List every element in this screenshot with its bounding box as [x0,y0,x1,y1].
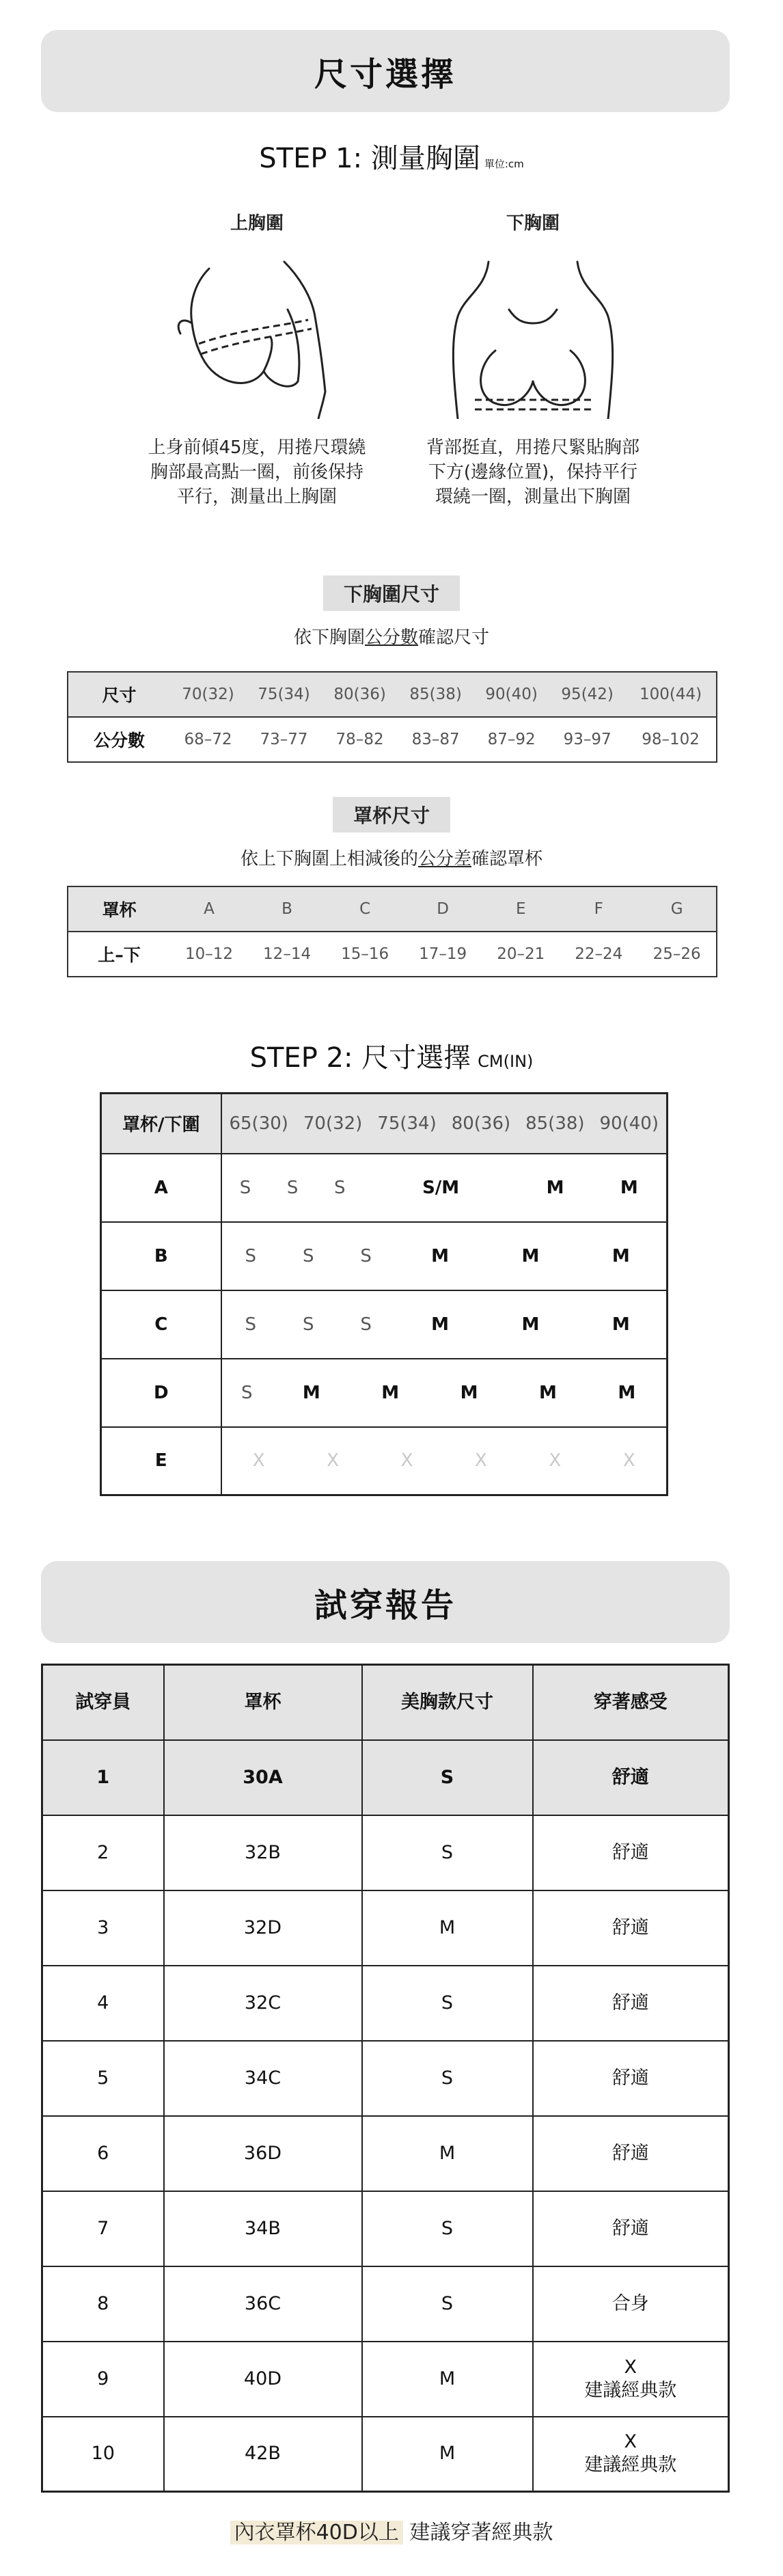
step1-unit: 單位:cm [484,158,524,170]
lower-bust-illustration [437,255,629,419]
report-cell: 5 [42,2041,164,2116]
report-cell: 32C [164,1966,362,2041]
report-row [42,1740,729,1815]
underbust-sub-pre: 依下胸圍 [293,627,365,648]
table-cell: 尺寸 [68,672,170,717]
report-cell: 1 [42,1740,164,1815]
table-cell: 75(34) [246,672,322,717]
table-cell: 公分數 [93,731,145,750]
size-cell: M [431,1314,450,1335]
cup-sub-post: 確認罩杯 [471,849,543,869]
step2-title [0,1036,783,1075]
cup-label: E [101,1427,221,1495]
underbust-table [67,671,717,763]
upper-bust-desc [120,435,394,509]
report-cell: S [362,2266,533,2342]
cup-label: B [101,1222,221,1290]
size-cell: M [612,1314,630,1335]
size-cell: S [245,1245,256,1266]
size-grid-row-d [101,1359,668,1427]
report-cell: 3 [42,1890,164,1966]
band-label: 85(38) [525,1113,585,1134]
size-cell: S [302,1314,314,1335]
table-cell: 20–21 [497,945,545,963]
report-cell: M [362,2417,533,2492]
report-row [42,2266,729,2342]
report-row [42,2116,729,2191]
report-row [42,2342,729,2417]
size-cell: S [286,1177,299,1198]
report-body [42,1740,729,2492]
table-cell: 100(44) [625,672,717,717]
report-cell: 40D [164,2342,362,2417]
size-cell: X [327,1450,340,1472]
size-cell: M [620,1177,638,1198]
size-cell: S [239,1177,251,1198]
size-cell: M [521,1314,540,1335]
table-cell: 95(42) [549,672,625,717]
footnote-highlight: 內衣罩杯40D以上 [230,2521,403,2545]
report-row [42,2191,729,2266]
table-cell: 罩杯 [68,886,170,932]
cup-tag [0,797,783,832]
report-cell: 2 [42,1815,164,1890]
report-cell: 4 [42,1966,164,2041]
report-cell: 36D [164,2116,362,2191]
underbust-value-row [68,717,717,762]
cup-sub-underlined: 公分差 [417,849,471,869]
report-header-cell: 穿著感受 [533,1665,729,1740]
table-cell: 90(40) [473,672,549,717]
size-grid-row-e [101,1427,668,1495]
report-cell: 6 [42,2116,164,2191]
table-cell: 87–92 [487,731,536,748]
size-cell: M [546,1177,564,1198]
cup-label: A [101,1154,221,1222]
size-cell: S [302,1245,314,1266]
table-cell: 85(38) [398,672,473,717]
report-cell: 10 [42,2417,164,2492]
band-label: 70(32) [303,1113,363,1134]
report-cell: 舒適 [533,2041,729,2116]
upper-bust-title: 上胸圍 [230,213,284,234]
table-cell: 25–26 [652,945,701,963]
table-cell: 93–97 [563,731,612,748]
table-cell: 83–87 [411,731,460,748]
size-grid-row-a [101,1154,668,1222]
size-grid-header [101,1094,668,1154]
report-row [42,2041,729,2116]
table-cell: 80(36) [322,672,398,717]
table-cell: E [482,886,560,932]
footnote [0,2515,783,2545]
size-cell: S [245,1314,256,1335]
report-cell: 32B [164,1815,362,1890]
size-cell: M [302,1382,320,1403]
underbust-header-row [68,672,717,717]
lower-bust-desc [396,435,670,509]
step2-heading: STEP 2: 尺寸選擇 [249,1042,471,1074]
report-cell: 舒適 [533,2191,729,2266]
band-label: 80(36) [451,1113,511,1134]
size-cell: M [538,1382,557,1403]
table-cell: 68–72 [184,731,232,748]
table-cell: 上–下 [98,945,141,965]
size-cell: M [431,1245,450,1266]
report-header-cell: 罩杯 [164,1665,362,1740]
report-cell: 32D [164,1890,362,1966]
table-cell: C [326,886,404,932]
table-cell: A [170,886,248,932]
report-cell: M [362,2342,533,2417]
table-cell: 78–82 [335,731,384,748]
cup-subline [0,845,783,870]
size-cell: S [334,1177,346,1198]
band-label: 75(34) [377,1113,437,1134]
upper-bust-illustration [161,255,353,419]
report-cell: M [362,1890,533,1966]
report-cell: 36C [164,2266,362,2342]
table-cell: B [248,886,326,932]
underbust-tag [0,575,783,611]
report-cell: 舒適 [533,1890,729,1966]
size-grid-row-c [101,1290,668,1359]
report-row [42,1815,729,1890]
report-cell: 34B [164,2191,362,2266]
fitting-report-table [41,1664,730,2493]
report-row [42,1890,729,1966]
step2-unit: CM(IN) [478,1052,534,1071]
size-cell: S [360,1314,372,1335]
size-cell: X [252,1450,265,1472]
report-cell: M [362,2116,533,2191]
size-cell: S [241,1382,253,1403]
table-cell: 70(32) [170,672,246,717]
lower-bust-block [396,209,670,509]
report-cell: 7 [42,2191,164,2266]
table-cell: D [404,886,482,932]
cup-label: C [101,1290,221,1359]
report-cell: 8 [42,2266,164,2342]
report-cell: S [362,1740,533,1815]
band-label: 90(40) [599,1113,659,1134]
band-label: 65(30) [229,1113,288,1134]
report-cell: S [362,2191,533,2266]
size-cell: M [618,1382,636,1403]
report-cell: X 建議經典款 [533,2342,729,2417]
size-cell: M [460,1382,478,1403]
size-cell: X [475,1450,487,1472]
size-cell: X [400,1450,413,1472]
report-cell: S [362,1815,533,1890]
size-cell: X [549,1450,562,1472]
fitting-report-banner: 試穿報告 [41,1561,730,1643]
grid-band-header [221,1094,668,1154]
upper-desc-line: 平行，測量出上胸圍 [176,487,337,507]
cup-label: D [101,1359,221,1427]
cup-value-row [68,932,717,977]
size-cell: X [622,1450,635,1472]
size-grid-table [100,1092,668,1496]
table-cell: 12–14 [263,945,312,963]
report-header-row [42,1665,729,1740]
upper-bust-block [120,209,394,509]
report-cell: 42B [164,2417,362,2492]
underbust-sub-underlined: 公分數 [364,627,418,648]
table-cell: 10–12 [185,945,234,963]
lower-desc-line: 環繞一圈，測量出下胸圍 [435,487,631,507]
size-cell: M [381,1382,400,1403]
lower-desc-line: 背部挺直，用捲尺緊貼胸部 [426,437,640,458]
report-cell: 舒適 [533,1966,729,2041]
cup-sub-pre: 依上下胸圍上相減後的 [240,849,418,869]
table-cell: F [560,886,637,932]
table-cell: 98–102 [642,731,700,748]
size-cell: S/M [422,1177,460,1198]
cup-header-row [68,886,717,932]
report-header-cell: 試穿員 [42,1665,164,1740]
report-header-cell: 美胸款尺寸 [362,1665,533,1740]
report-cell: 舒適 [533,1740,729,1815]
size-grid-row-b [101,1222,668,1290]
lower-bust-title: 下胸圍 [506,213,560,234]
table-cell: 15–16 [341,945,389,963]
upper-desc-line: 上身前傾45度，用捲尺環繞 [148,437,366,458]
step1-heading: STEP 1: 測量胸圍 [259,143,480,174]
upper-desc-line: 胸部最高點一圈，前後保持 [150,462,363,483]
lower-desc-line: 下方(邊緣位置)，保持平行 [428,462,638,483]
report-cell: 舒適 [533,1815,729,1890]
report-cell: 34C [164,2041,362,2116]
report-cell: S [362,1966,533,2041]
size-cell: M [612,1245,630,1266]
report-row [42,2417,729,2492]
underbust-sub-post: 確認尺寸 [418,627,490,648]
footnote-rest: 建議穿著經典款 [402,2521,553,2545]
cup-tag-label: 罩杯尺寸 [333,797,450,832]
report-cell: 30A [164,1740,362,1815]
report-cell: S [362,2041,533,2116]
grid-corner-cell: 罩杯/下圍 [101,1094,221,1154]
report-cell: X 建議經典款 [533,2417,729,2492]
table-cell: 22–24 [575,945,623,963]
step1-title [0,137,783,176]
underbust-tag-label: 下胸圍尺寸 [323,575,460,611]
size-cell: M [521,1245,540,1266]
size-cell: S [360,1245,372,1266]
table-cell: 73–77 [260,731,308,748]
size-selection-banner: 尺寸選擇 [41,30,730,112]
cup-table [67,886,717,977]
report-row [42,1966,729,2041]
report-cell: 舒適 [533,2116,729,2191]
report-cell: 9 [42,2342,164,2417]
underbust-subline [0,623,783,649]
table-cell: 17–19 [419,945,467,963]
table-cell: G [637,886,717,932]
report-cell: 合身 [533,2266,729,2342]
